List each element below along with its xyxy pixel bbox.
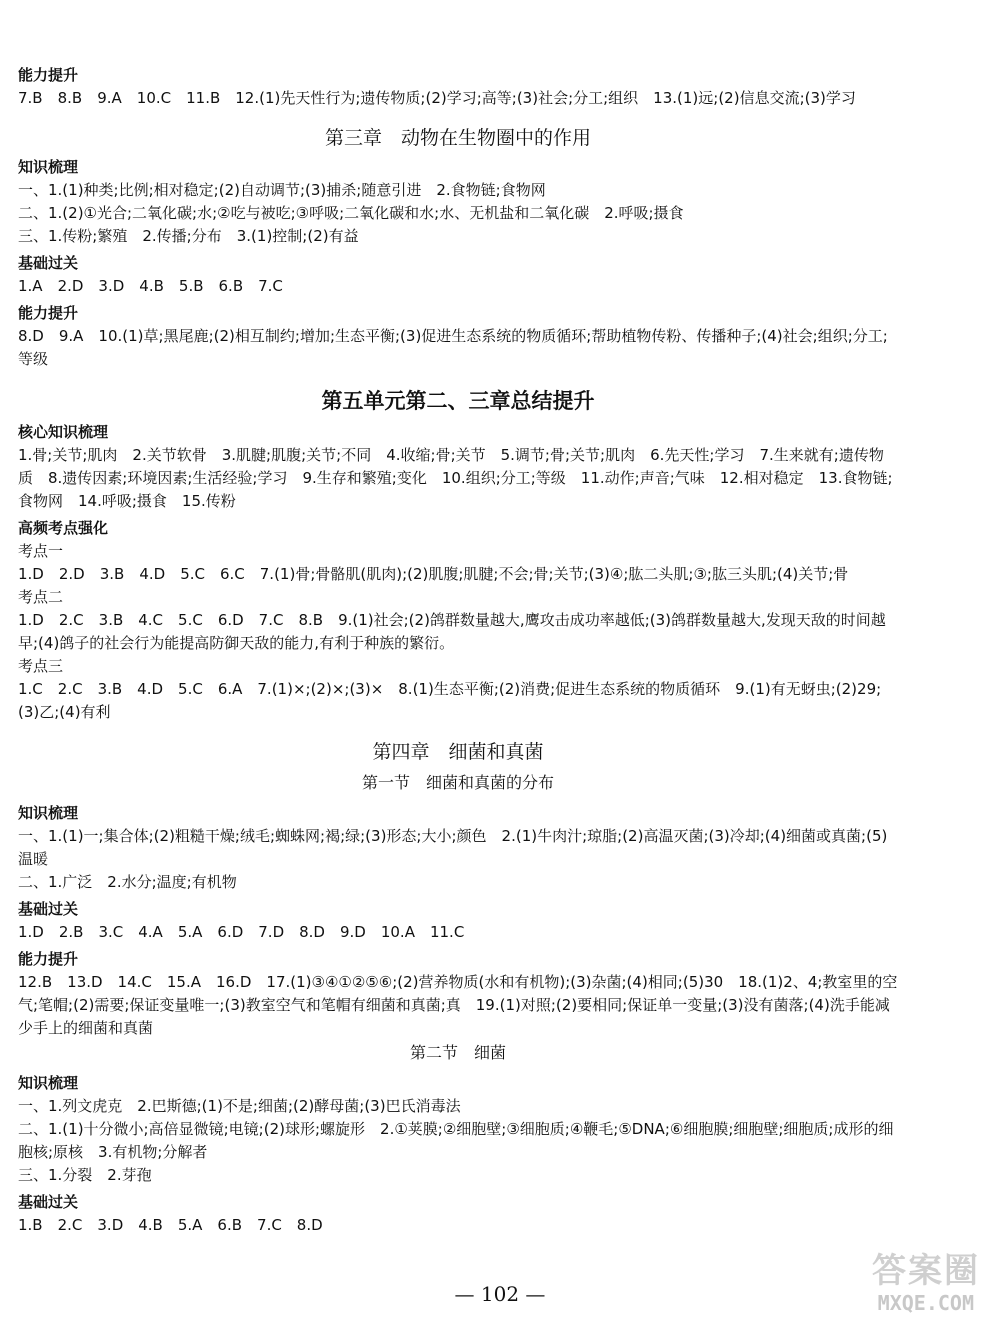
exam-point-label: 考点二 bbox=[18, 588, 64, 606]
page-number: — 102 — bbox=[454, 1282, 546, 1306]
section-heading: 知识梳理 bbox=[18, 158, 79, 176]
answer-line: 12.B 13.D 14.C 15.A 16.D 17.(1)③④①②⑤⑥;(2)营养物质(水和有机物);(3)杂菌;(4)相同;(5)30 18.(1)2、4;教室里的空气;笔帽;(2)需要;保证变量唯一;(3)教室空气和笔帽有细菌和真菌;真 19.(1)对照;(2)要相同;保证单一变量;(3)没有菌落;(4)洗手能减少手上的细菌和真菌 bbox=[18, 973, 898, 1037]
answer-line: 一、1.(1)种类;比例;相对稳定;(2)自动调节;(3)捕杀;随意引进 2.食物链;食物网 bbox=[18, 181, 546, 199]
answer-line: 三、1.传粉;繁殖 2.传播;分布 3.(1)控制;(2)有益 bbox=[18, 227, 359, 245]
answer-line: 一、1.(1)一;集合体;(2)粗糙干燥;绒毛;蜘蛛网;褐;绿;(3)形态;大小;颜色 2.(1)牛肉汁;琼脂;(2)高温灭菌;(3)冷却;(4)细菌或真菌;(5)温暖 bbox=[18, 827, 888, 868]
section-heading: 核心知识梳理 bbox=[18, 423, 109, 441]
chapter-title: 第三章 动物在生物圈中的作用 bbox=[324, 127, 591, 149]
watermark-url: MXQE.COM bbox=[877, 1291, 974, 1315]
section-heading: 高频考点强化 bbox=[18, 519, 109, 537]
section-heading: 知识梳理 bbox=[18, 1074, 79, 1092]
section-heading: 基础过关 bbox=[18, 1193, 79, 1211]
answer-line: 二、1.(1)十分微小;高倍显微镜;电镜;(2)球形;螺旋形 2.①荚膜;②细胞壁;③细胞质;④鞭毛;⑤DNA;⑥细胞膜;细胞壁;细胞质;成形的细胞核;原核 3.有机物;分解者 bbox=[18, 1120, 894, 1161]
chapter-title: 第四章 细菌和真菌 bbox=[372, 741, 544, 763]
answer-page-content bbox=[18, 60, 898, 1237]
answer-line: 1.骨;关节;肌肉 2.关节软骨 3.肌腱;肌腹;关节;不同 4.收缩;骨;关节 5.调节;骨;关节;肌肉 6.先天性;学习 7.生来就有;遗传物质 8.遗传因素;环境因素;生活经验;学习 9.生存和繁殖;变化 10.组织;分工;等级 11.动作;声音;气味 12.相对稳定 13.食物链;食物网 14.呼吸;摄食 15.传粉 bbox=[18, 446, 893, 510]
section-heading: 能力提升 bbox=[18, 304, 79, 322]
watermark-logo-text: 答案圈 bbox=[872, 1251, 980, 1291]
answer-line: 二、1.广泛 2.水分;温度;有机物 bbox=[18, 873, 237, 891]
answer-line: 1.D 2.C 3.B 4.C 5.C 6.D 7.C 8.B 9.(1)社会;(2)鸽群数量越大,鹰攻击成功率越低;(3)鸽群数量越大,发现天敌的时间越早;(4)鸽子的社会行为能提高防御天敌的能力,有利于种族的繁衍。 bbox=[18, 611, 886, 652]
unit-summary-title: 第五单元第二、三章总结提升 bbox=[321, 389, 595, 413]
answer-line: 1.D 2.D 3.B 4.D 5.C 6.C 7.(1)骨;骨骼肌(肌肉);(2)肌腹;肌腱;不会;骨;关节;(3)④;肱二头肌;③;肱三头肌;(4)关节;骨 bbox=[18, 565, 849, 583]
section-heading: 基础过关 bbox=[18, 900, 79, 918]
exam-point-label: 考点一 bbox=[18, 542, 64, 560]
answer-line: 1.C 2.C 3.B 4.D 5.C 6.A 7.(1)×;(2)×;(3)× 8.(1)生态平衡;(2)消费;促进生态系统的物质循环 9.(1)有无蚜虫;(2)29;(3)乙;(4)有利 bbox=[18, 680, 882, 721]
section-heading: 知识梳理 bbox=[18, 804, 79, 822]
watermark-logo bbox=[840, 1243, 980, 1319]
section-title: 第一节 细菌和真菌的分布 bbox=[361, 773, 554, 792]
section-heading: 基础过关 bbox=[18, 254, 79, 272]
answer-line: 一、1.列文虎克 2.巴斯德;(1)不是;细菌;(2)酵母菌;(3)巴氏消毒法 bbox=[18, 1097, 461, 1115]
answer-line: 三、1.分裂 2.芽孢 bbox=[18, 1166, 152, 1184]
answer-line: 二、1.(2)①光合;二氧化碳;水;②吃与被吃;③呼吸;二氧化碳和水;水、无机盐和二氧化碳 2.呼吸;摄食 bbox=[18, 204, 684, 222]
section-title: 第二节 细菌 bbox=[409, 1043, 506, 1062]
answer-line: 1.D 2.B 3.C 4.A 5.A 6.D 7.D 8.D 9.D 10.A 11.C bbox=[18, 923, 465, 941]
section-heading: 能力提升 bbox=[18, 66, 79, 84]
answer-line: 8.D 9.A 10.(1)草;黑尾鹿;(2)相互制约;增加;生态平衡;(3)促进生态系统的物质循环;帮助植物传粉、传播种子;(4)社会;组织;分工;等级 bbox=[18, 327, 888, 368]
answer-line: 1.A 2.D 3.D 4.B 5.B 6.B 7.C bbox=[18, 277, 283, 295]
exam-point-label: 考点三 bbox=[18, 657, 64, 675]
answer-line: 7.B 8.B 9.A 10.C 11.B 12.(1)先天性行为;遗传物质;(2)学习;高等;(3)社会;分工;组织 13.(1)远;(2)信息交流;(3)学习 bbox=[18, 89, 856, 107]
section-heading: 能力提升 bbox=[18, 950, 79, 968]
answer-line: 1.B 2.C 3.D 4.B 5.A 6.B 7.C 8.D bbox=[18, 1216, 323, 1234]
